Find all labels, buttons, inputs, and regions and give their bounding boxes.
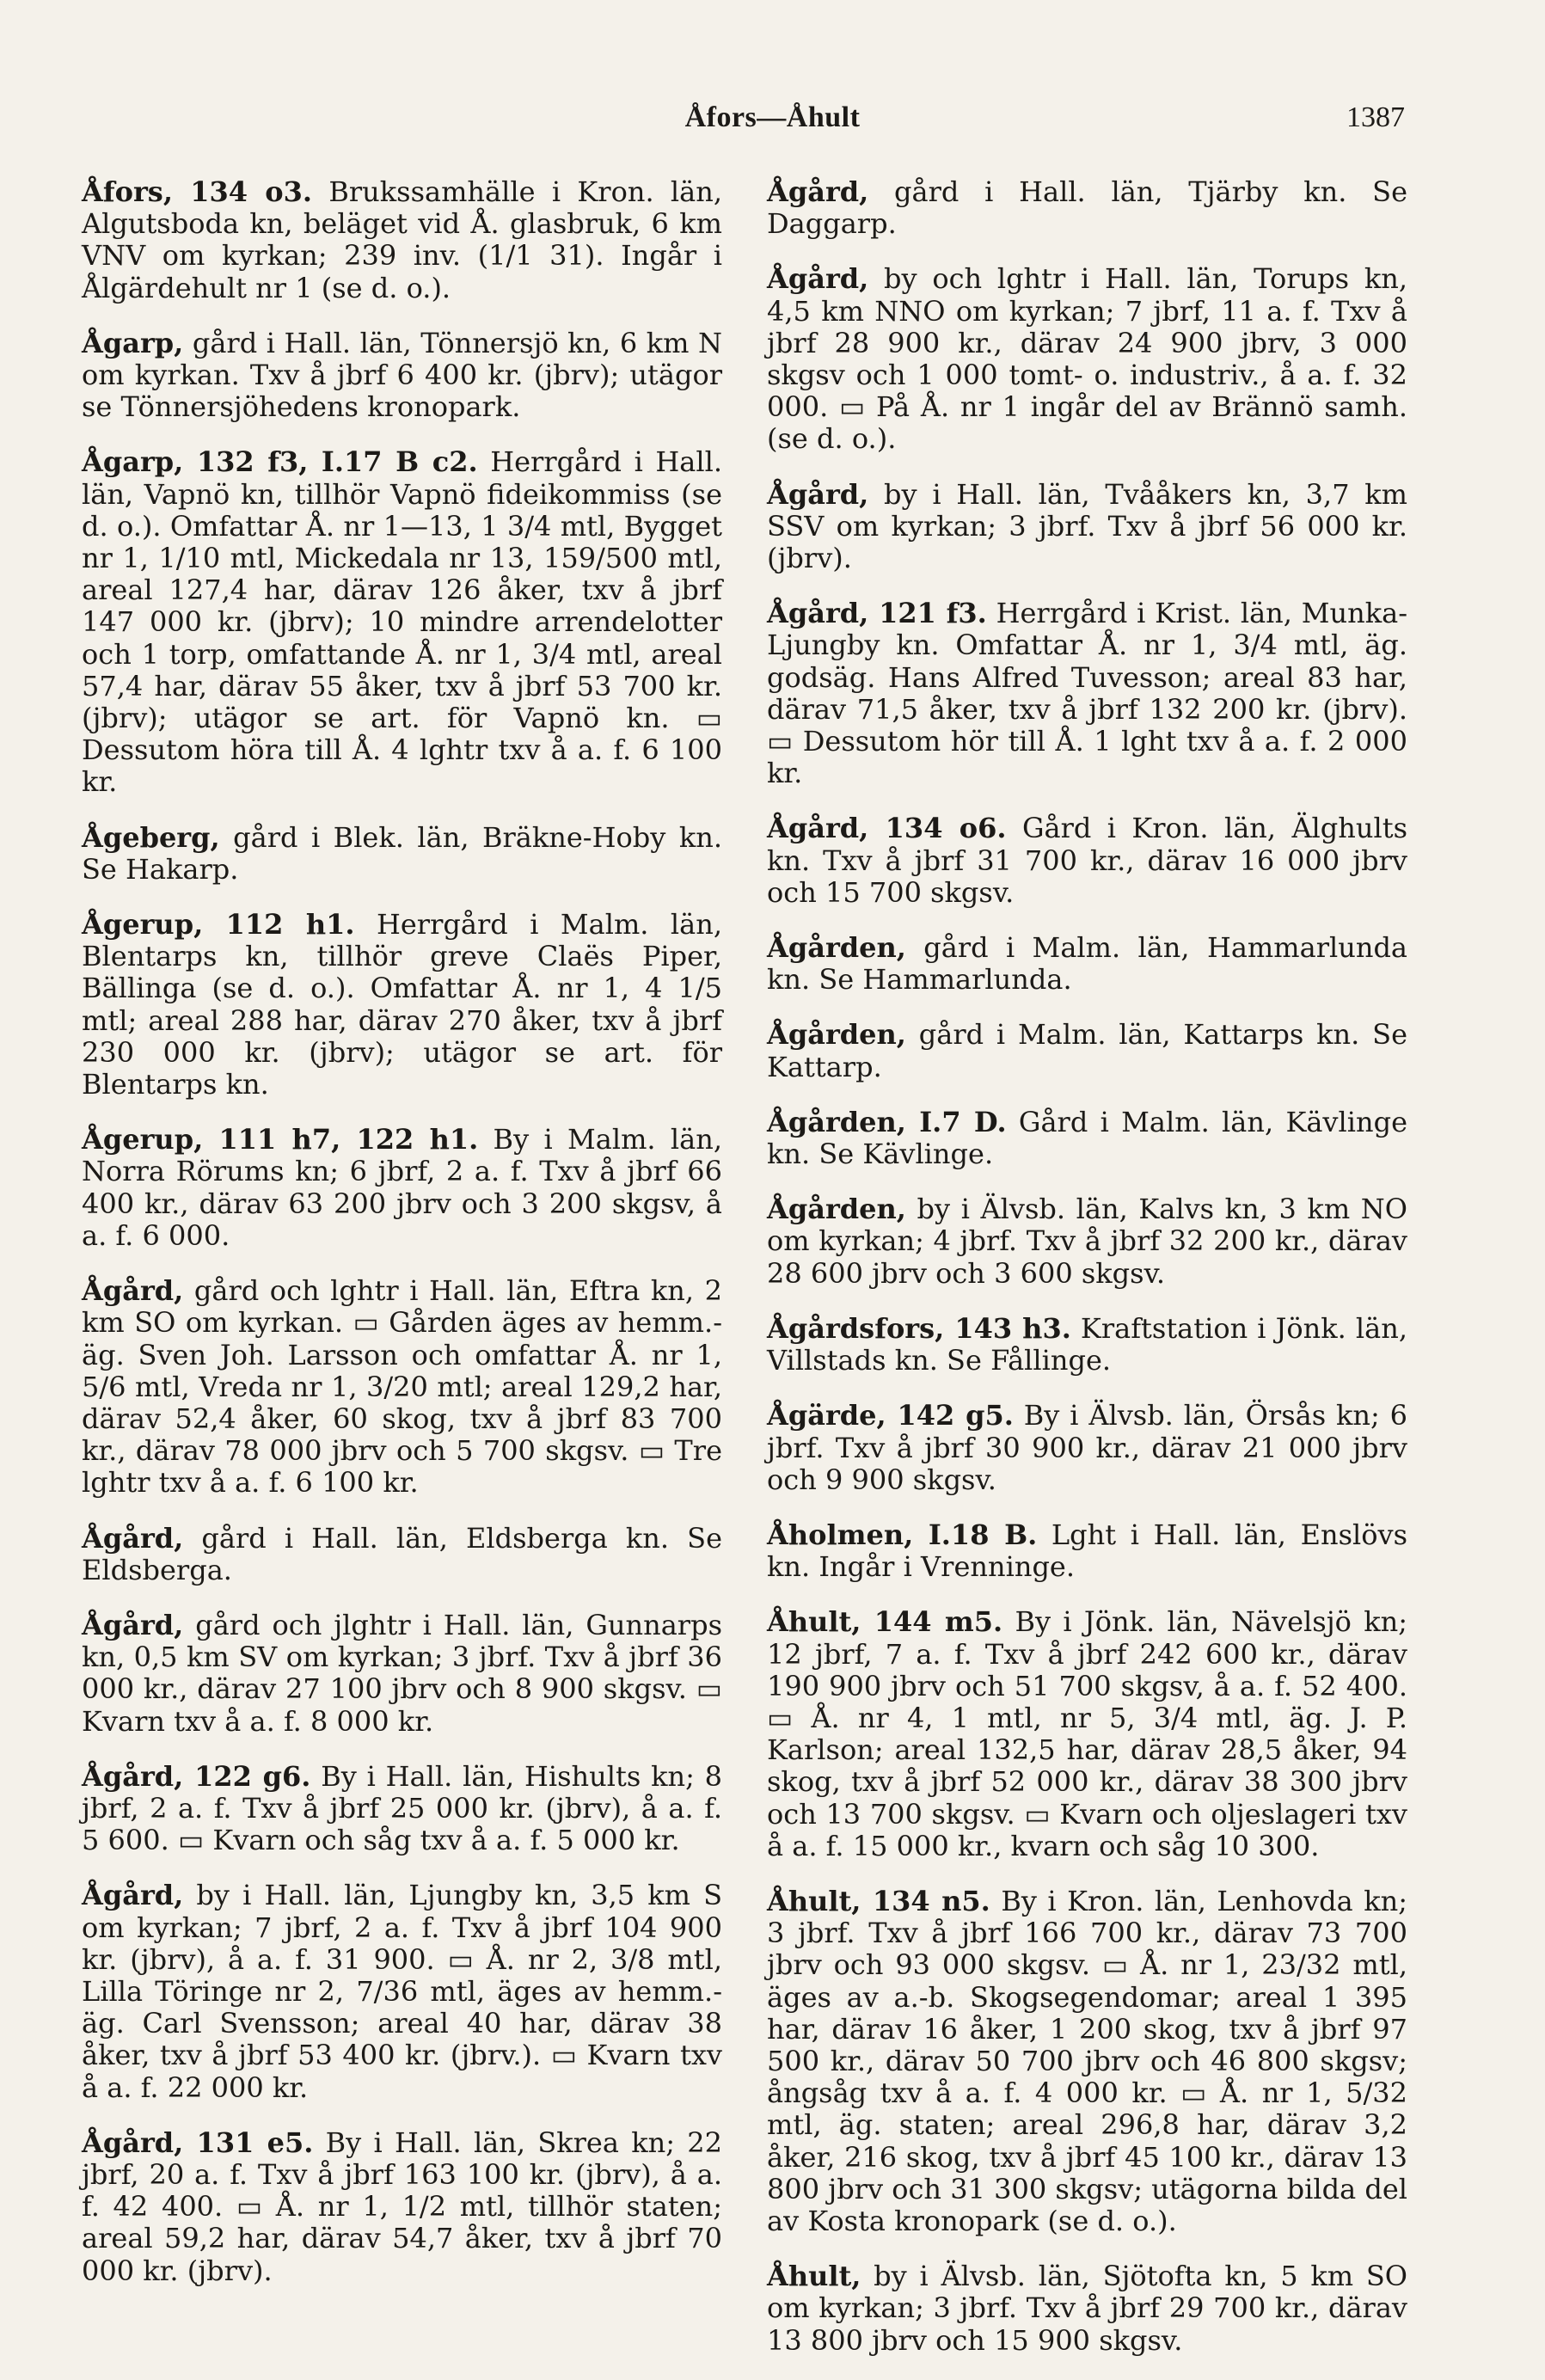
entry-text: by i Älvsb. län, Kalvs kn, 3 km NO om kyrkan; 4 jbrf. Txv å jbrf 32 200 kr., därav 28 600 jbrv och 3 600 skgsv. bbox=[767, 1193, 1407, 1290]
dictionary-entry bbox=[82, 176, 722, 304]
entry-text: By i Malm. län, Norra Rörums kn; 6 jbrf, 2 a. f. Txv å jbrf 66 400 kr., därav 63 200 jbrv och 3 200 skgsv, å a. f. 6 000. bbox=[82, 1123, 722, 1252]
entry-headword: Ågerup, 112 h1. bbox=[82, 908, 355, 942]
entry-text: Brukssamhälle i Kron. län, Algutsboda kn, beläget vid Å. glasbruk, 6 km VNV om kyrkan; 239 inv. (1/1 31). Ingår i Ålgärdehult nr 1 (se d. o.). bbox=[82, 175, 723, 304]
entry-headword: Ågårdsfors, 143 h3. bbox=[767, 1311, 1071, 1345]
entry-text: By i Kron. län, Lenhovda kn; 3 jbrf. Txv å jbrf 166 700 kr., därav 73 700 jbrv och 93 000 skgsv. ▭ Å. nr 1, 23/32 mtl, äges av a.-b. Skogsegendomar; areal 1 395 har, därav 16 åker, 1 200 skog, txv å jbrf 97 500 kr., därav 50 700 jbrv och 46 800 skgsv; ångsåg txv å a. f. 4 000 kr. ▭ Å. nr 1, 5/32 mtl, äg. staten; areal 296,8 har, därav 3,2 åker, 216 skog, txv å jbrf 45 100 kr., därav 13 800 jbrv och 31 300 skgsv; utägorna bilda del av Kosta kronopark (se d. o.). bbox=[767, 1884, 1408, 2237]
page-number: 1387 bbox=[1346, 101, 1405, 133]
entry-text: gård i Hall. län, Eldsberga kn. Se Eldsberga. bbox=[82, 1521, 722, 1586]
entry-text: Herrgård i Krist. län, Munka-Ljungby kn. Omfattar Å. nr 1, 3/4 mtl, äg. godsäg. Hans Alfred Tuvesson; areal 83 har, därav 71,5 åker, txv å jbrf 132 200 kr. (jbrv). ▭ Dessutom hör till Å. 1 lght txv å a. f. 2 000 kr. bbox=[767, 597, 1408, 790]
entry-headword: Ågarp, bbox=[82, 326, 184, 359]
dictionary-entry bbox=[767, 1107, 1407, 1170]
dictionary-entry bbox=[767, 1019, 1407, 1083]
dictionary-entry bbox=[767, 813, 1407, 909]
entry-headword: Ågård, bbox=[767, 175, 869, 208]
dictionary-entry bbox=[767, 479, 1407, 575]
entry-headword: Ågård, bbox=[82, 1608, 184, 1641]
dictionary-entry bbox=[82, 446, 722, 798]
entry-headword: Ågärde, 142 g5. bbox=[767, 1399, 1014, 1432]
dictionary-entry bbox=[767, 176, 1407, 240]
entry-headword: Ågerup, 111 h7, 122 h1. bbox=[82, 1123, 479, 1156]
dictionary-entry bbox=[82, 1124, 722, 1252]
dictionary-entry bbox=[767, 1886, 1407, 2237]
dictionary-entry bbox=[767, 1313, 1407, 1377]
entry-text: Herrgård i Malm. län, Blentarps kn, tillhör greve Claës Piper, Bällinga (se d. o.). Omfattar Å. nr 1, 4 1/5 mtl; areal 288 har, därav 270 åker, txv å jbrf 230 000 kr. (jbrv); utägor se art. för Blentarps kn. bbox=[82, 908, 723, 1101]
entry-headword: Åhult, 134 n5. bbox=[767, 1884, 990, 1917]
entry-text: Kraftstation i Jönk. län, Villstads kn. Se Fållinge. bbox=[767, 1311, 1407, 1377]
entry-headword: Ågård, 121 f3. bbox=[767, 597, 987, 630]
entry-headword: Ågård, bbox=[767, 477, 869, 511]
dictionary-entry bbox=[767, 598, 1407, 789]
entry-headword: Ågård, 122 g6. bbox=[82, 1759, 311, 1793]
running-title: Åfors—Åhult bbox=[684, 101, 861, 133]
entry-text: gård i Malm. län, Hammarlunda kn. Se Hammarlunda. bbox=[767, 931, 1407, 997]
dictionary-entry bbox=[767, 1606, 1407, 1862]
dictionary-entry bbox=[767, 1400, 1407, 1496]
entry-headword: Åhult, bbox=[767, 2260, 861, 2293]
dictionary-entry bbox=[767, 263, 1407, 455]
entry-headword: Ågård, bbox=[767, 262, 869, 296]
entry-headword: Ågård, bbox=[82, 1521, 184, 1555]
entry-text: Lght i Hall. län, Enslövs kn. Ingår i Vrenninge. bbox=[767, 1518, 1408, 1584]
entry-text: gård i Hall. län, Tjärby kn. Se Daggarp. bbox=[767, 175, 1407, 241]
running-head bbox=[0, 101, 1545, 144]
entry-headword: Ågeberg, bbox=[82, 820, 220, 854]
entry-headword: Åhult, 144 m5. bbox=[767, 1605, 1003, 1639]
dictionary-entry bbox=[82, 822, 722, 886]
entry-headword: Ågården, bbox=[767, 1018, 906, 1052]
entry-headword: Ågården, bbox=[767, 1193, 906, 1226]
entry-text: Gård i Malm. län, Kävlinge kn. Se Kävlinge. bbox=[767, 1105, 1408, 1171]
dictionary-entry bbox=[82, 1880, 722, 2103]
left-column bbox=[82, 176, 722, 2310]
entry-headword: Åfors, 134 o3. bbox=[82, 175, 313, 208]
dictionary-entry bbox=[767, 932, 1407, 996]
entry-text: gård i Blek. län, Bräkne-Hoby kn. Se Hakarp. bbox=[82, 820, 722, 886]
entry-headword: Ågård, bbox=[82, 1274, 184, 1308]
dictionary-entry bbox=[82, 328, 722, 424]
dictionary-entry bbox=[82, 1610, 722, 1738]
entry-text: By i Jönk. län, Nävelsjö kn; 12 jbrf, 7 a. f. Txv å jbrf 242 600 kr., därav 190 900 jbrv och 51 700 skgsv, å a. f. 52 400. ▭ Å. nr 4, 1 mtl, nr 5, 3/4 mtl, äg. J. P. Karlson; areal 132,5 har, därav 28,5 åker, 94 skog, txv å jbrf 52 000 kr., därav 38 300 jbrv och 13 700 skgsv. ▭ Kvarn och oljeslageri txv å a. f. 15 000 kr., kvarn och såg 10 300. bbox=[767, 1605, 1408, 1862]
entry-text: gård i Malm. län, Kattarps kn. Se Kattarp. bbox=[767, 1018, 1407, 1083]
entry-text: by och lghtr i Hall. län, Torups kn, 4,5 km NNO om kyrkan; 7 jbrf, 11 a. f. Txv å jbrf 28 900 kr., därav 24 900 jbrv, 3 000 skgsv och 1 000 tomt- o. industriv., å a. f. 32 000. ▭ På Å. nr 1 ingår del av Brännö samh. (se d. o.). bbox=[767, 262, 1407, 456]
right-column bbox=[767, 176, 1407, 2380]
entry-text: By i Hall. län, Skrea kn; 22 jbrf, 20 a. f. Txv å jbrf 163 100 kr. (jbrv), å a. f. 42 400. ▭ Å. nr 1, 1/2 mtl, tillhör staten; areal 59,2 har, därav 54,7 åker, txv å jbrf 70 000 kr. (jbrv). bbox=[82, 2125, 723, 2287]
entry-text: By i Älvsb. län, Örsås kn; 6 jbrf. Txv å jbrf 30 900 kr., därav 21 000 jbrv och 9 900 skgsv. bbox=[767, 1399, 1408, 1496]
entry-headword: Ågård, bbox=[82, 1879, 184, 1912]
entry-text: by i Hall. län, Ljungby kn, 3,5 km S om kyrkan; 7 jbrf, 2 a. f. Txv å jbrf 104 900 kr. (jbrv), å a. f. 31 900. ▭ Å. nr 2, 3/8 mtl, Lilla Töringe nr 2, 7/36 mtl, äges av hemm.-äg. Carl Svensson; areal 40 har, därav 38 åker, txv å jbrf 53 400 kr. (jbrv.). ▭ Kvarn txv å a. f. 22 000 kr. bbox=[82, 1879, 722, 2104]
entry-text: gård i Hall. län, Tönnersjö kn, 6 km N om kyrkan. Txv å jbrf 6 400 kr. (jbrv); utägor se Tönnersjöhedens kronopark. bbox=[82, 326, 722, 424]
dictionary-entry bbox=[82, 1275, 722, 1499]
dictionary-entry bbox=[82, 1523, 722, 1586]
dictionary-entry bbox=[82, 909, 722, 1101]
entry-text: by i Älvsb. län, Sjötofta kn, 5 km SO om kyrkan; 3 jbrf. Txv å jbrf 29 700 kr., därav 13 800 jbrv och 15 900 skgsv. bbox=[767, 2260, 1407, 2357]
entry-text: gård och jlghtr i Hall. län, Gunnarps kn, 0,5 km SV om kyrkan; 3 jbrf. Txv å jbrf 36 000 kr., därav 27 100 jbrv och 8 900 skgsv. ▭ Kvarn txv å a. f. 8 000 kr. bbox=[82, 1608, 722, 1738]
entry-headword: Ågård, 131 e5. bbox=[82, 2125, 314, 2159]
entry-headword: Åholmen, I.18 B. bbox=[767, 1518, 1038, 1551]
dictionary-entry bbox=[767, 2260, 1407, 2357]
dictionary-entry bbox=[767, 1519, 1407, 1583]
entry-text: Herrgård i Hall. län, Vapnö kn, tillhör Vapnö fideikommiss (se d. o.). Omfattar Å. nr 1—13, 1 3/4 mtl, Bygget nr 1, 1/10 mtl, Mickedala nr 13, 159/500 mtl, areal 127,4 har, därav 126 åker, txv å jbrf 147 000 kr. (jbrv); 10 mindre arrendelotter och 1 torp, omfattande Å. nr 1, 3/4 mtl, areal 57,4 har, därav 55 åker, txv å jbrf 53 700 kr. (jbrv); utägor se art. för Vapnö kn. ▭ Dessutom höra till Å. 4 lghtr txv å a. f. 6 100 kr. bbox=[82, 445, 723, 799]
entry-text: Gård i Kron. län, Älghults kn. Txv å jbrf 31 700 kr., därav 16 000 jbrv och 15 700 skgsv. bbox=[767, 812, 1408, 909]
dictionary-entry bbox=[82, 2127, 722, 2287]
entry-headword: Ågården, bbox=[767, 931, 906, 965]
dictionary-entry bbox=[767, 1193, 1407, 1290]
entry-text: gård och lghtr i Hall. län, Eftra kn, 2 km SO om kyrkan. ▭ Gården äges av hemm.-äg. Sven Joh. Larsson och omfattar Å. nr 1, 5/6 mtl, Vreda nr 1, 3/20 mtl; areal 129,2 har, därav 52,4 åker, 60 skog, txv å jbrf 83 700 kr., därav 78 000 jbrv och 5 700 skgsv. ▭ Tre lghtr txv å a. f. 6 100 kr. bbox=[82, 1274, 722, 1500]
entry-text: By i Hall. län, Hishults kn; 8 jbrf, 2 a. f. Txv å jbrf 25 000 kr. (jbrv), å a. f. 5 600. ▭ Kvarn och såg txv å a. f. 5 000 kr. bbox=[82, 1759, 723, 1857]
dictionary-entry bbox=[82, 1761, 722, 1857]
entry-headword: Ågård, 134 o6. bbox=[767, 812, 1007, 845]
entry-text: by i Hall. län, Tvååkers kn, 3,7 km SSV om kyrkan; 3 jbrf. Txv å jbrf 56 000 kr. (jbrv). bbox=[767, 477, 1407, 575]
entry-headword: Ågården, I.7 D. bbox=[767, 1105, 1007, 1138]
entry-headword: Ågarp, 132 f3, I.17 B c2. bbox=[82, 445, 478, 479]
